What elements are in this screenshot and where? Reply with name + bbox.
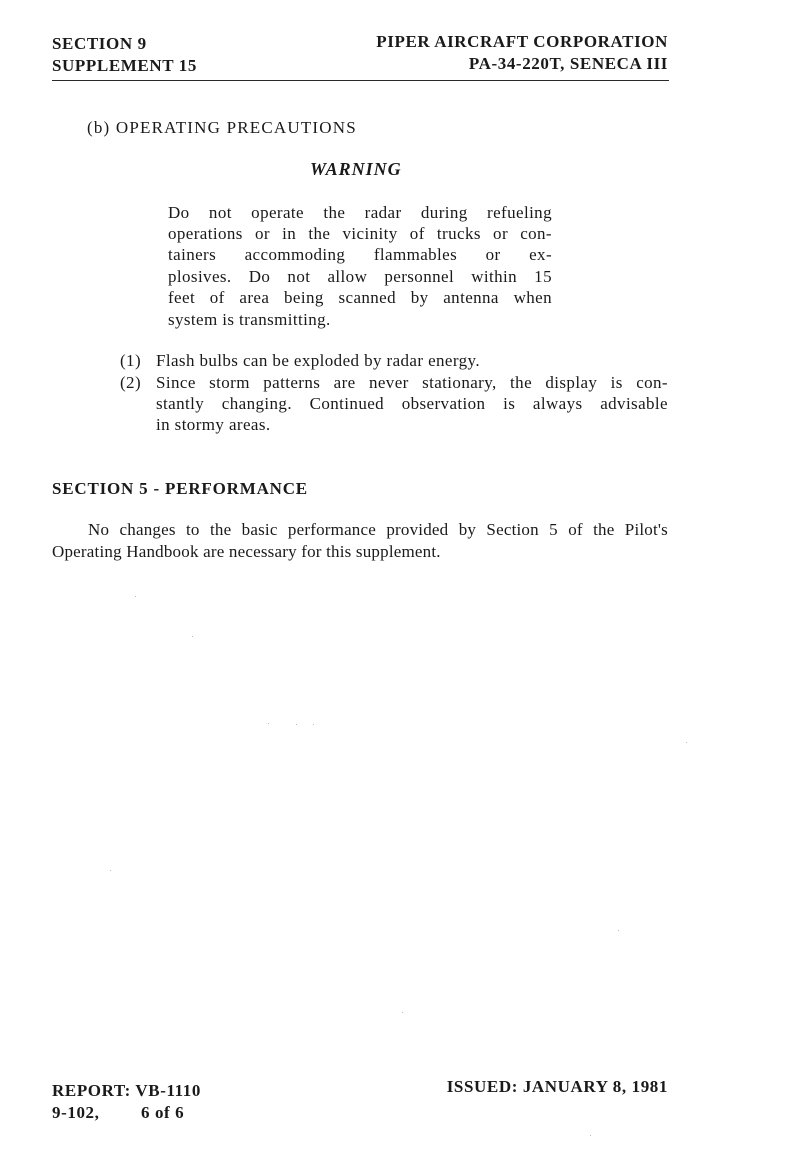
scan-speck xyxy=(110,870,111,871)
scan-speck xyxy=(135,596,136,597)
scan-speck xyxy=(296,724,297,725)
scan-speck xyxy=(313,724,314,725)
warning-line: operations or in the vicinity of trucks or con- xyxy=(168,224,552,243)
warning-line: Do not operate the radar during refueling xyxy=(168,203,552,222)
issue-date: ISSUED: JANUARY 8, 1981 xyxy=(446,1077,668,1096)
scan-speck xyxy=(402,1012,403,1013)
page-count: 6 of 6 xyxy=(141,1103,185,1122)
scan-speck xyxy=(268,723,269,724)
aircraft-model: PA-34-220T, SENECA III xyxy=(468,54,668,73)
header-divider xyxy=(52,80,669,81)
paragraph-line: Operating Handbook are necessary for this supplement. xyxy=(52,542,441,561)
scan-speck xyxy=(686,742,687,743)
scan-speck xyxy=(192,636,193,637)
scan-speck xyxy=(590,1135,591,1136)
list-item-text: Flash bulbs can be exploded by radar energy. xyxy=(156,351,480,370)
list-item-text: in stormy areas. xyxy=(156,415,271,434)
list-item-text: Since storm patterns are never stationary, the display is con- xyxy=(156,373,668,392)
warning-title: WARNING xyxy=(310,159,402,179)
section-label: SECTION 9 xyxy=(52,34,147,53)
paragraph-line: No changes to the basic performance provided by Section 5 of the Pilot's xyxy=(88,520,668,539)
operating-precautions-heading: (b) OPERATING PRECAUTIONS xyxy=(87,118,357,137)
page-number: 9-102, xyxy=(52,1103,100,1122)
scan-speck xyxy=(618,930,619,931)
supplement-label: SUPPLEMENT 15 xyxy=(52,56,197,75)
list-item-number: (1) xyxy=(120,351,142,370)
warning-line: system is transmitting. xyxy=(168,310,331,329)
company-name: PIPER AIRCRAFT CORPORATION xyxy=(376,32,668,51)
section-heading: SECTION 5 - PERFORMANCE xyxy=(52,479,308,498)
warning-line: feet of area being scanned by antenna when xyxy=(168,288,552,307)
list-item-text: stantly changing. Continued observation is always advisable xyxy=(156,394,668,413)
warning-line: plosives. Do not allow personnel within 15 xyxy=(168,267,552,286)
report-number: REPORT: VB-1110 xyxy=(52,1081,201,1100)
list-item-number: (2) xyxy=(120,373,142,392)
warning-line: tainers accommoding flammables or ex- xyxy=(168,245,552,264)
